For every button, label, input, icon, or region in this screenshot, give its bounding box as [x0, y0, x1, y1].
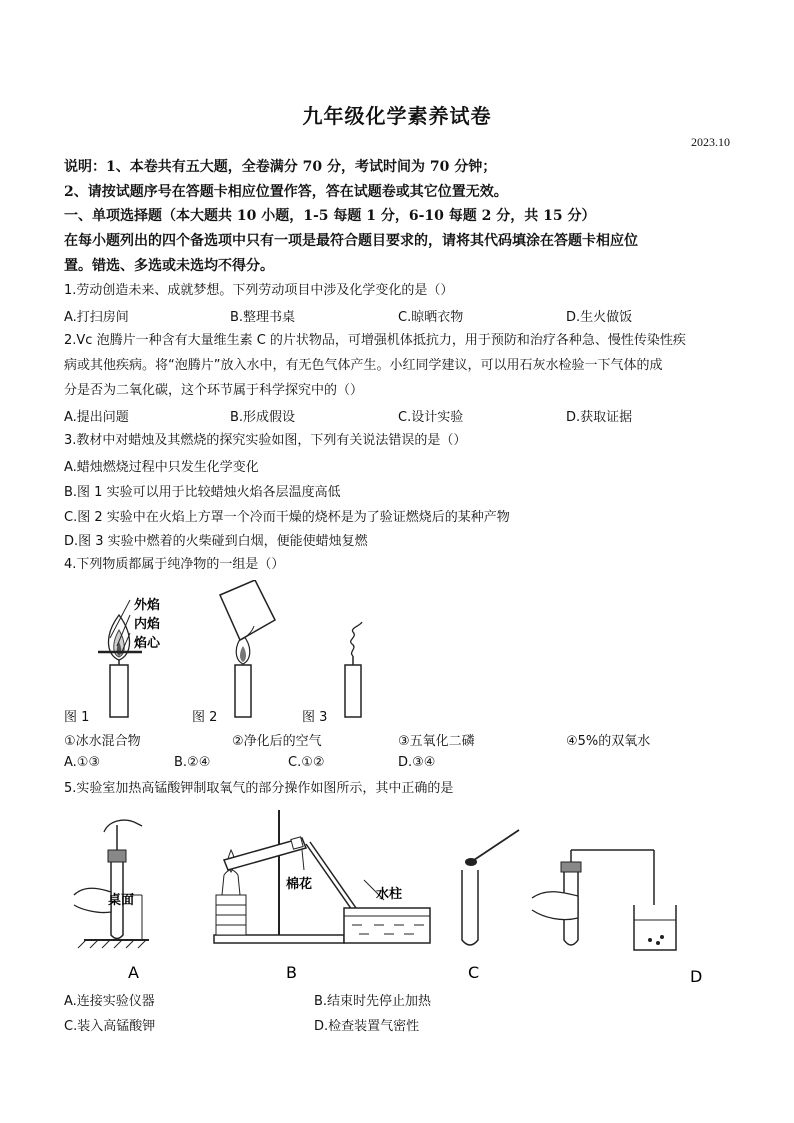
figure-d-label: D [690, 967, 703, 985]
question-2-stem-b: 病或其他疾病。将“泡腾片”放入水中，有无色气体产生。小红同学建议，可以用石灰水检验一下气体的成 [64, 358, 663, 373]
q4-option-d[interactable]: D.③④ [398, 755, 436, 770]
section-rule-a: 在每小题列出的四个备选项中只有一项是最符合题目要求的，请将其代码填涂在答题卡相应位 [64, 233, 638, 249]
figure-2-label: 图 2 [192, 710, 218, 725]
q5-option-d[interactable]: D.检查装置气密性 [314, 1019, 420, 1034]
candle-figures [90, 580, 370, 720]
figure-c-label: C [468, 963, 480, 982]
figure-3-label: 图 3 [302, 710, 328, 725]
question-1-stem: 1.劳动创造未来、成就梦想。下列劳动项目中涉及化学变化的是（） [64, 283, 454, 298]
exam-date: 2023.10 [691, 135, 730, 149]
label-inner-flame: 内焰 [134, 617, 161, 632]
q5-option-c[interactable]: C.装入高锰酸钾 [64, 1019, 156, 1034]
q4-item-1: ①冰水混合物 [64, 734, 141, 749]
q2-option-c[interactable]: C.设计实验 [398, 410, 464, 425]
section-heading: 一、单项选择题（本大题共 10 小题，1-5 每题 1 分，6-10 每题 2 分，共 15 分） [64, 208, 596, 224]
q4-option-b[interactable]: B.②④ [174, 755, 211, 770]
q4-item-3: ③五氧化二磷 [398, 734, 475, 749]
q5-option-a[interactable]: A.连接实验仪器 [64, 994, 155, 1009]
q2-option-b[interactable]: B.形成假设 [230, 410, 296, 425]
q3-option-a[interactable]: A.蜡烛燃烧过程中只发生化学变化 [64, 460, 259, 475]
q3-option-d[interactable]: D.图 3 实验中燃着的火柴碰到白烟，便能使蜡烛复燃 [64, 534, 368, 549]
q4-option-a[interactable]: A.①③ [64, 755, 101, 770]
q1-option-a[interactable]: A.打扫房间 [64, 310, 129, 325]
q3-option-c[interactable]: C.图 2 实验中在火焰上方罩一个冷而干燥的烧杯是为了验证燃烧后的某种产物 [64, 510, 510, 525]
label-desk: 桌面 [108, 893, 135, 908]
instruction-line-2: 2、请按试题序号在答题卡相应位置作答，答在试题卷或其它位置无效。 [64, 184, 508, 200]
figure-a-label: A [128, 963, 139, 982]
q4-item-4: ④5%的双氧水 [566, 734, 651, 749]
page-title: 九年级化学素养试卷 [302, 104, 492, 128]
q1-option-d[interactable]: D.生火做饭 [566, 310, 633, 325]
label-flame-core: 焰心 [134, 636, 161, 651]
question-5-stem: 5.实验室加热高锰酸钾制取氧气的部分操作如图所示，其中正确的是 [64, 781, 454, 796]
label-outer-flame: 外焰 [134, 598, 161, 613]
oxygen-apparatus-figures [64, 800, 734, 985]
figure-b-heating [214, 810, 430, 943]
figure-b-label: B [286, 963, 297, 982]
q5-option-b[interactable]: B.结束时先停止加热 [314, 994, 432, 1009]
q2-option-d[interactable]: D.获取证据 [566, 410, 633, 425]
instruction-line-1: 说明：1、本卷共有五大题，全卷满分 70 分，考试时间为 70 分钟； [64, 159, 497, 175]
label-cotton: 棉花 [286, 877, 313, 892]
figure-1-label: 图 1 [64, 710, 90, 725]
question-4-stem: 4.下列物质都属于纯净物的一组是（） [64, 557, 285, 572]
q1-option-c[interactable]: C.晾晒衣物 [398, 310, 464, 325]
question-3-stem: 3.教材中对蜡烛及其燃烧的探究实验如图，下列有关说法错误的是（） [64, 433, 467, 448]
figure-3-candle-smoke [345, 622, 362, 717]
figure-d-airtight [532, 850, 676, 950]
q1-option-b[interactable]: B.整理书桌 [230, 310, 296, 325]
figure-a-connect [74, 820, 149, 948]
figure-1-candle [98, 597, 161, 717]
label-water-column: 水柱 [376, 887, 403, 902]
q3-option-b[interactable]: B.图 1 实验可以用于比较蜡烛火焰各层温度高低 [64, 485, 341, 500]
figure-c-adding [462, 830, 519, 945]
question-2-stem-a: 2.Vc 泡腾片一种含有大量维生素 C 的片状物品，可增强机体抵抗力，用于预防和治疗各种急、慢性传染性疾 [64, 333, 686, 348]
q4-option-c[interactable]: C.①② [288, 755, 325, 770]
q4-item-2: ②净化后的空气 [232, 734, 322, 749]
figure-2-candle-beaker [220, 580, 275, 717]
question-2-stem-c: 分是否为二氧化碳，这个环节属于科学探究中的（） [64, 383, 364, 398]
q2-option-a[interactable]: A.提出问题 [64, 410, 129, 425]
section-rule-b: 置。错选、多选或未选均不得分。 [64, 258, 274, 274]
